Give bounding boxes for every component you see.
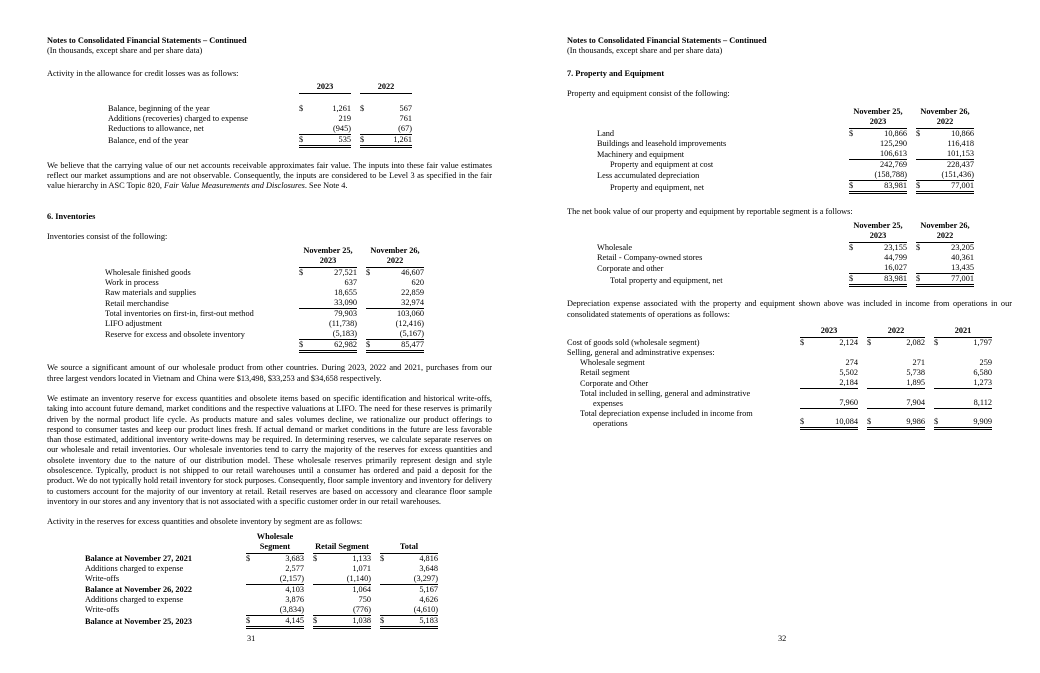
financial-table (597, 107, 974, 194)
table-row: Additions (recoveries) charged to expense 219 761 (108, 113, 412, 123)
allowance-intro: Activity in the allowance for credit losses was as follows: (47, 68, 239, 78)
financial-table (105, 246, 424, 353)
table-row: Balance at November 27, 2021 $ 3,683 $ 1,133 $ 4,816 (85, 553, 438, 563)
fair-value-text: We believe that the carrying value of our net accounts receivable approximates fair value. The inputs into these fair value estimates reflect our market assumptions and are not observable. Consequently, the inputs are considered to be Level 3 as specified in the fair value hierarchy in ASC Topic 820, (47, 160, 492, 191)
table-row: Corporate and Other 2,184 1,895 1,273 (580, 378, 992, 388)
allowance-table (108, 82, 492, 148)
reserve-estimate-paragraph: We estimate an inventory reserve for excess quantities and obsolete items based on specific identification and historical write-offs, taking into account future demand, market conditions and the respective valuations at LIFO. The need for these reserves is primarily driven by the normal product life cycle. As products mature and sales volumes decline, we rationalize our product offerings to respond to consumer tastes and keep our product lines fresh. If actual demand or market conditions in the future are less favorable than those estimated, additional inventory write-downs may be required. In determining reserves, we calculate separate reserves on our wholesale and retail inventories. Our wholesale inventories tend to carry the majority of the reserves for excess quantities and obsolete inventory due to the nature of our distribution model. These wholesale reserves primarily represent design and style obsolescence. Typically, product is not shipped to our retail warehouses until a consumer has ordered and paid a deposit for the product. We do not typically hold retail inventory for stock purposes. Consequently, floor sample inventory and inventory for delivery to customers account for the majority of our inventory at retail. Retail reserves are based on accessory and clearance floor sample inventory in our stores and any inventory that is not associated with a specific customer order in our retail warehouses. (47, 393, 492, 506)
table-row: Work in process 637 620 (105, 278, 424, 288)
table-row: Selling, general and adminstrative expenses: (567, 348, 715, 358)
table-row: Balance, beginning of the year $ 1,261 $ 567 (108, 103, 412, 113)
table-row: Property and equipment, net $ 83,981 $ 77,001 (610, 181, 974, 192)
table-row: Total depreciation expense included in income from operations $ 10,084 $ 9,986 $ 9,909 (580, 408, 992, 428)
page-title: Notes to Consolidated Financial Statements – Continued (47, 36, 247, 45)
table-row: Cost of goods sold (wholesale segment) $ 2,124 $ 2,082 $ 1,797 (567, 338, 992, 348)
table-row: Balance at November 26, 2022 4,103 1,064 5,167 (85, 584, 438, 594)
table-row: Land $ 10,866 $ 10,866 (597, 129, 974, 139)
column-header: November 25, 2023 (849, 107, 907, 129)
table-row: Retail segment 5,502 5,738 6,580 (580, 368, 992, 378)
fair-value-text-end: . See Note 4. (304, 181, 348, 191)
page-32 (567, 36, 1012, 643)
vendors-paragraph: We source a significant amount of our wholesale product from other countries. During 2023, 2022 and 2021, purchases from our three largest vendors located in Vietnam and China were $13,498, $33,253 and $34,658 respectively. (47, 363, 492, 383)
reserve-activity-intro: Activity in the reserves for excess quantities and obsolete inventory by segment are as follows: (47, 517, 363, 527)
table-row: Less accumulated depreciation (158,788) (151,436) (597, 170, 974, 180)
column-header: 2023 (299, 82, 351, 94)
column-header: 2023 (800, 326, 858, 338)
financial-table (108, 82, 412, 148)
table-row: LIFO adjustment (11,738) (12,416) (105, 319, 424, 329)
depreciation-intro: Depreciation expense associated with the property and equipment shown above was included in income from operations in our consolidated statements of operations as follows: (567, 299, 1012, 319)
column-header: November 26, 2022 (366, 246, 424, 268)
column-header: 2021 (934, 326, 992, 338)
table-row: Write-offs (3,834) (776) (4,610) (85, 604, 438, 615)
inventories-table (105, 246, 492, 353)
page-number: 32 (778, 634, 787, 643)
table-row: Raw materials and supplies 18,655 22,859 (105, 288, 424, 298)
financial-table (85, 532, 438, 629)
table-row: Wholesale $ 23,155 $ 23,205 (597, 243, 974, 253)
page-subtitle: (In thousands, except share and per share data) (47, 46, 203, 56)
table-row: Machinery and equipment 106,613 101,153 (597, 149, 974, 159)
property-equipment-intro: Property and equipment consist of the following: (567, 88, 730, 98)
table-row: Corporate and other 16,027 13,435 (597, 263, 974, 273)
column-header: November 26, 2022 (916, 107, 974, 129)
property-equipment-table (597, 107, 1012, 194)
column-header: November 26, 2022 (916, 221, 974, 243)
property-equipment-heading: 7. Property and Equipment (567, 68, 665, 78)
fair-value-citation: Fair Value Measurements and Disclosures (164, 181, 305, 191)
page-subtitle: (In thousands, except share and per share data) (567, 46, 723, 56)
table-row: Total property and equipment, net $ 83,981 $ 77,001 (610, 274, 974, 285)
table-row: Total inventories on first-in, first-out method 79,903 103,060 (105, 309, 424, 319)
table-row: Reserve for excess and obsolete inventory (5,183) (5,167) (105, 329, 424, 339)
column-header: Total (380, 532, 438, 554)
table-row: Retail merchandise 33,090 32,974 (105, 298, 424, 308)
financial-table (567, 326, 992, 430)
fair-value-paragraph (47, 161, 492, 192)
reserve-activity-table (85, 532, 492, 629)
column-header: November 25, 2023 (849, 221, 907, 243)
page-number: 31 (247, 634, 256, 643)
table-row: Additions charged to expense 2,577 1,071 3,648 (85, 563, 438, 573)
net-book-value-table (597, 221, 1012, 287)
table-row: Total included in selling, general and adminstrative expenses 7,960 7,904 8,112 (580, 388, 992, 408)
column-header: November 25, 2023 (299, 246, 357, 268)
page-31 (47, 36, 492, 643)
column-header: Retail Segment (313, 532, 371, 554)
financial-table (597, 221, 974, 287)
table-row: Write-offs (2,157) (1,140) (3,297) (85, 573, 438, 584)
table-row: Retail - Company-owned stores 44,799 40,361 (597, 253, 974, 263)
table-row: Reductions to allowance, net (945) (67) (108, 123, 412, 134)
table-row: Buildings and leasehold improvements 125,290 116,418 (597, 139, 974, 149)
depreciation-table (567, 326, 1012, 430)
inventories-intro: Inventories consist of the following: (47, 232, 168, 242)
table-row: Wholesale finished goods $ 27,521 $ 46,607 (105, 268, 424, 278)
table-row: Additions charged to expense 3,876 750 4,626 (85, 594, 438, 604)
inventories-heading: 6. Inventories (47, 211, 96, 221)
table-row: Balance at November 25, 2023 $ 4,145 $ 1,038 $ 5,183 (85, 615, 438, 627)
page-title: Notes to Consolidated Financial Statements – Continued (567, 36, 767, 45)
column-header: 2022 (360, 82, 412, 94)
table-row: $ 62,982 $ 85,477 (105, 340, 424, 352)
column-header: 2022 (867, 326, 925, 338)
column-header: Wholesale Segment (246, 532, 304, 554)
table-row: Balance, end of the year $ 535 $ 1,261 (108, 134, 412, 146)
table-row: Wholesale segment 274 271 259 (580, 358, 992, 368)
table-row: Property and equipment at cost 242,769 228,437 (610, 160, 974, 170)
net-book-value-intro: The net book value of our property and equipment by reportable segment is a follows: (567, 207, 853, 217)
